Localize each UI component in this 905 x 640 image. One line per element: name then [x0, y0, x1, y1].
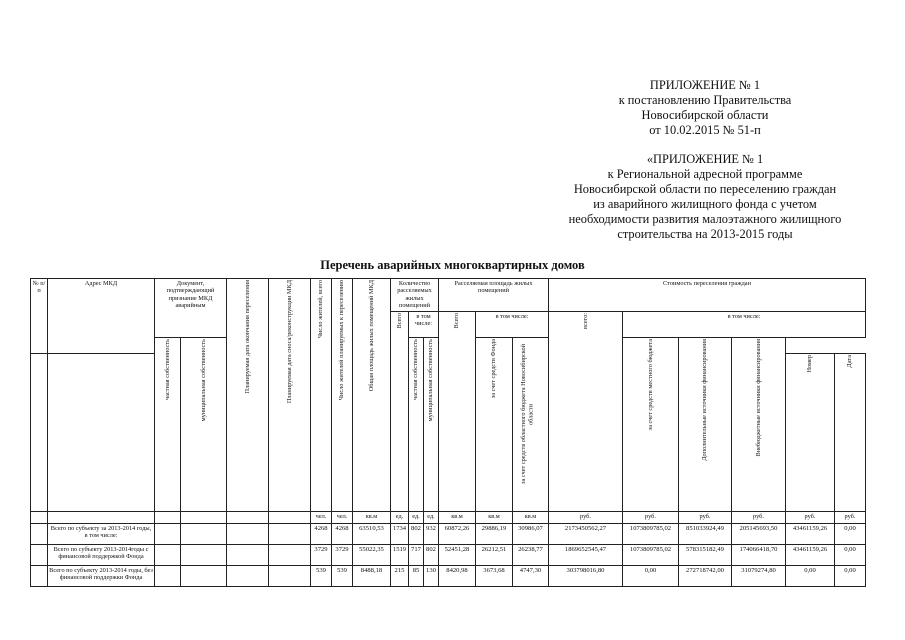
table-cell: 0,00: [835, 544, 866, 565]
table-cell: 31079274,80: [732, 565, 786, 586]
table-cell: 272718742,00: [679, 565, 732, 586]
table-cell: 1073809785,02: [623, 523, 679, 544]
table-cell: 8488,18: [353, 565, 391, 586]
col-count-header: Количество расселяемых жилых помещений: [391, 279, 439, 312]
col-count-all-header: Всего: [391, 311, 409, 511]
table-row: [31, 565, 866, 586]
table-row: [31, 544, 866, 565]
table-cell: 130: [424, 565, 439, 586]
header-line: «ПРИЛОЖЕНИЕ № 1: [646, 152, 764, 166]
header-line: из аварийного жилищного фонда с учетом: [593, 197, 817, 211]
header-line: от 10.02.2015 № 51-п: [649, 123, 761, 137]
table-cell: 4268: [332, 523, 353, 544]
header-line: Новосибирской области: [641, 108, 769, 122]
unit-cell: руб.: [786, 511, 835, 523]
col-local-header: за счет средств местного бюджета: [623, 337, 679, 511]
row-label: Всего по субъекту 2013-2014годы с финансовой поддержкой Фонда: [48, 544, 155, 565]
unit-cell: руб.: [835, 511, 866, 523]
table-cell: 8420,98: [439, 565, 476, 586]
col-extra-header: Дополнительные источники финансирования: [679, 337, 732, 511]
table-cell: 0,00: [623, 565, 679, 586]
table-cell: 26212,51: [476, 544, 513, 565]
header-line: строительства на 2013-2015 годы: [617, 227, 793, 241]
unit-cell: руб.: [549, 511, 623, 523]
col-count-municipal-header: муниципальная собственность: [181, 337, 227, 511]
table-cell: 26238,77: [513, 544, 549, 565]
col-count-private-header: частная собственность: [155, 337, 181, 511]
table-cell: 802: [409, 523, 424, 544]
table-cell: 215: [391, 565, 409, 586]
row-label: Всего по субъекту 2013-2014 годы, без финансовой поддержки Фонда: [48, 565, 155, 586]
unit-cell: руб.: [679, 511, 732, 523]
unit-cell: кв.м: [513, 511, 549, 523]
table-cell: 0,00: [786, 565, 835, 586]
col-num-header: № п/п: [31, 279, 48, 354]
table-cell: 932: [424, 523, 439, 544]
col-doc-date-header: Дата: [835, 353, 866, 511]
col-plan-end-header: Планируемая дата окончания переселения: [227, 279, 269, 512]
col-address-blank: [48, 353, 155, 511]
table-cell: 29886,19: [476, 523, 513, 544]
page-title: Перечень аварийных многоквартирных домов: [320, 258, 585, 272]
table-cell: 85: [409, 565, 424, 586]
table-cell: 1869652545,47: [549, 544, 623, 565]
table-cell: 3673,68: [476, 565, 513, 586]
table-cell: 52451,28: [439, 544, 476, 565]
row-label: Всего по субъекту за 2013-2014 годы, в том числе:: [48, 523, 155, 544]
col-cost-all-header: всего:: [549, 311, 623, 511]
col-doc-number-header: Номер: [786, 353, 835, 511]
table-row: [31, 523, 866, 544]
table-cell: 174066418,70: [732, 544, 786, 565]
table-cell: 0,00: [835, 523, 866, 544]
col-fund-header: за счет средств Фонда: [476, 337, 513, 511]
col-cost-incl-header: в том числе:: [623, 311, 866, 337]
col-area-header: Расселяемая площадь жилых помещений: [439, 279, 549, 312]
table-cell: 539: [311, 565, 332, 586]
document-header: [520, 78, 890, 242]
table-cell: 205145693,50: [732, 523, 786, 544]
col-document-header: Документ, подтверждающий признание МКД аварийным: [155, 279, 227, 338]
col-residents-planned-header: Число жителей планируемых к переселению: [332, 279, 353, 512]
table-cell: 4747,30: [513, 565, 549, 586]
header-line: ПРИЛОЖЕНИЕ № 1: [649, 78, 761, 92]
unit-cell: ед.: [409, 511, 424, 523]
unit-cell: кв.м: [476, 511, 513, 523]
col-address-header: Адрес МКД: [48, 279, 155, 354]
unit-cell: ед.: [424, 511, 439, 523]
header-line: к Региональной адресной программе: [607, 167, 803, 181]
table-cell: 30986,07: [513, 523, 549, 544]
table-cell: 1073809785,02: [623, 544, 679, 565]
col-area-all-header: Всего: [439, 311, 476, 511]
col-area-municipal-header: муниципальная собственность: [424, 337, 439, 511]
unit-cell: кв.м: [439, 511, 476, 523]
col-cost-header: Стоимость переселения граждан: [549, 279, 866, 312]
table-cell: 303798016,80: [549, 565, 623, 586]
unit-cell: кв.м: [353, 511, 391, 523]
table-cell: 717: [409, 544, 424, 565]
table-cell: 1519: [391, 544, 409, 565]
col-total-area-header: Общая площадь жилых помещений МКД: [353, 279, 391, 512]
table-cell: 851033924,49: [679, 523, 732, 544]
col-area-private-header: частная собственность: [409, 337, 424, 511]
table-cell: 3729: [311, 544, 332, 565]
table-cell: 43461159,26: [786, 544, 835, 565]
unit-cell: чел.: [332, 511, 353, 523]
buildings-table: [30, 278, 866, 587]
col-count-incl-header: в том числе:: [409, 311, 439, 337]
table-cell: 802: [424, 544, 439, 565]
header-line: к постановлению Правительства: [618, 93, 792, 107]
unit-cell: чел.: [311, 511, 332, 523]
table-cell: 1734: [391, 523, 409, 544]
col-plan-demolish-header: Планируемая дата сноса/реконструкции МКД: [269, 279, 311, 512]
table-cell: 2173450562,27: [549, 523, 623, 544]
table-cell: 63510,53: [353, 523, 391, 544]
col-nonbudget-header: Внебюджетные источники финансирования: [732, 337, 786, 511]
table-cell: 3729: [332, 544, 353, 565]
col-area-incl-header: в том числе:: [476, 311, 549, 337]
col-region-header: за счет средств областного бюджета Новосибирской области: [513, 337, 549, 511]
unit-cell: ед.: [391, 511, 409, 523]
table-cell: 43461159,26: [786, 523, 835, 544]
col-num-blank: [31, 353, 48, 511]
table-cell: 578315182,49: [679, 544, 732, 565]
table-cell: 55022,35: [353, 544, 391, 565]
table-cell: 0,00: [835, 565, 866, 586]
header-line: Новосибирской области по переселению граждан: [573, 182, 837, 196]
unit-cell: руб.: [623, 511, 679, 523]
unit-cell: руб.: [732, 511, 786, 523]
header-line: необходимости развития малоэтажного жилищного: [568, 212, 842, 226]
table-cell: 539: [332, 565, 353, 586]
col-residents-header: Число жителей, всего: [311, 279, 332, 512]
table-cell: 60872,26: [439, 523, 476, 544]
table-cell: 4268: [311, 523, 332, 544]
